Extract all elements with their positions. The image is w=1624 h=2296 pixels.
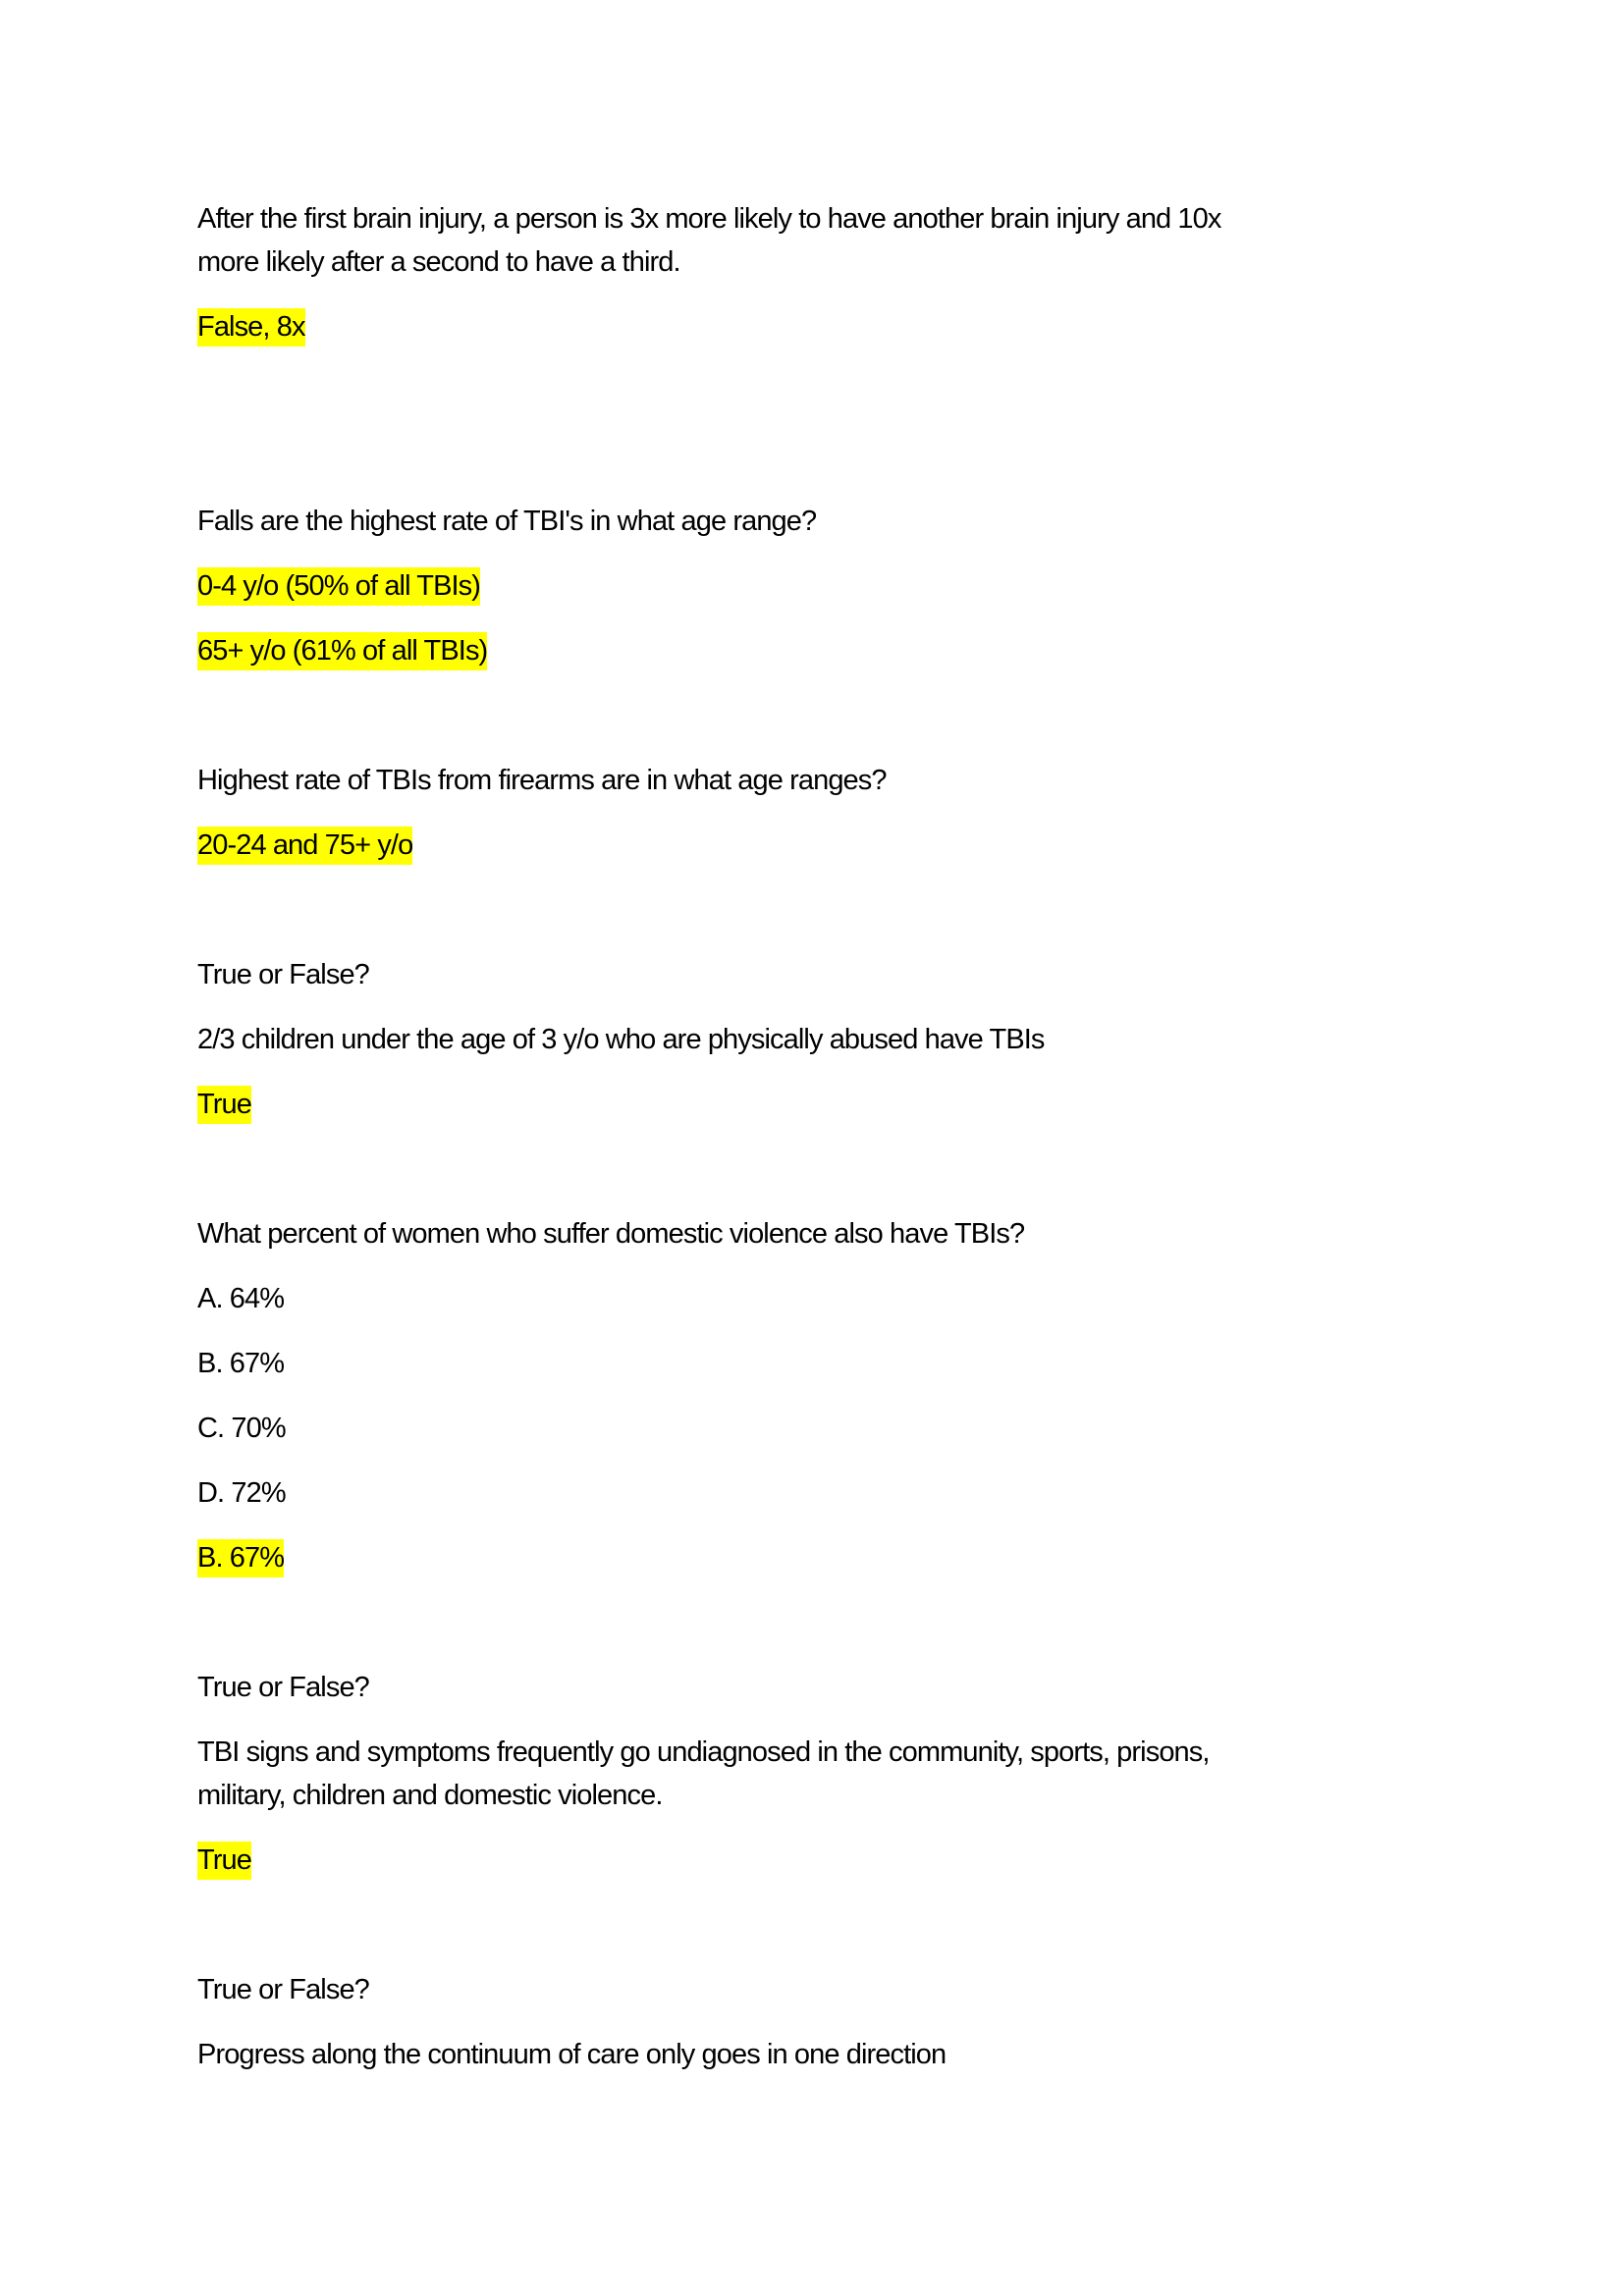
answer-2a <box>197 564 1435 608</box>
empty-paragraph <box>197 1903 1435 1947</box>
highlighted-answer: False, 8x <box>197 308 305 347</box>
question-7-prompt: True or False? <box>197 1974 369 2005</box>
question-1-line-2: more likely after a second to have a third. <box>197 246 680 278</box>
question-1-line-1: After the first brain injury, a person is 3x more likely to have another brain injury and 10x <box>197 203 1221 235</box>
highlighted-answer: 65+ y/o (61% of all TBIs) <box>197 632 487 670</box>
empty-paragraph <box>197 1148 1435 1191</box>
option-b: B. 67% <box>197 1348 285 1379</box>
question-6-line-1: TBI signs and symptoms frequently go undiagnosed in the community, sports, prisons, <box>197 1736 1210 1768</box>
empty-paragraph <box>197 694 1435 737</box>
question-1 <box>197 197 1435 284</box>
answer-3 <box>197 824 1435 867</box>
highlighted-answer: 0-4 y/o (50% of all TBIs) <box>197 567 480 606</box>
empty-paragraph <box>197 435 1435 478</box>
empty-paragraph <box>197 370 1435 413</box>
highlighted-answer: 20-24 and 75+ y/o <box>197 827 412 865</box>
highlighted-answer: True <box>197 1086 251 1124</box>
answer-6 <box>197 1839 1435 1882</box>
empty-paragraph <box>197 888 1435 932</box>
question-6 <box>197 1731 1435 1817</box>
document-body <box>197 197 1435 2098</box>
question-4: 2/3 children under the age of 3 y/o who are physically abused have TBIs <box>197 1024 1045 1055</box>
option-c: C. 70% <box>197 1413 286 1444</box>
option-a: A. 64% <box>197 1283 285 1314</box>
answer-1 <box>197 305 1435 348</box>
option-d: D. 72% <box>197 1477 286 1509</box>
question-6-prompt: True or False? <box>197 1672 369 1703</box>
highlighted-answer: B. 67% <box>197 1539 284 1577</box>
answer-2b <box>197 629 1435 672</box>
question-7: Progress along the continuum of care only goes in one direction <box>197 2039 947 2070</box>
empty-paragraph <box>197 1601 1435 1644</box>
question-3: Highest rate of TBIs from firearms are in what age ranges? <box>197 765 887 796</box>
question-5: What percent of women who suffer domestic violence also have TBIs? <box>197 1218 1025 1250</box>
highlighted-answer: True <box>197 1842 251 1880</box>
answer-5 <box>197 1536 1435 1579</box>
question-4-prompt: True or False? <box>197 959 369 990</box>
question-6-line-2: military, children and domestic violence. <box>197 1780 663 1811</box>
answer-4 <box>197 1083 1435 1126</box>
question-2: Falls are the highest rate of TBI's in what age range? <box>197 506 817 537</box>
